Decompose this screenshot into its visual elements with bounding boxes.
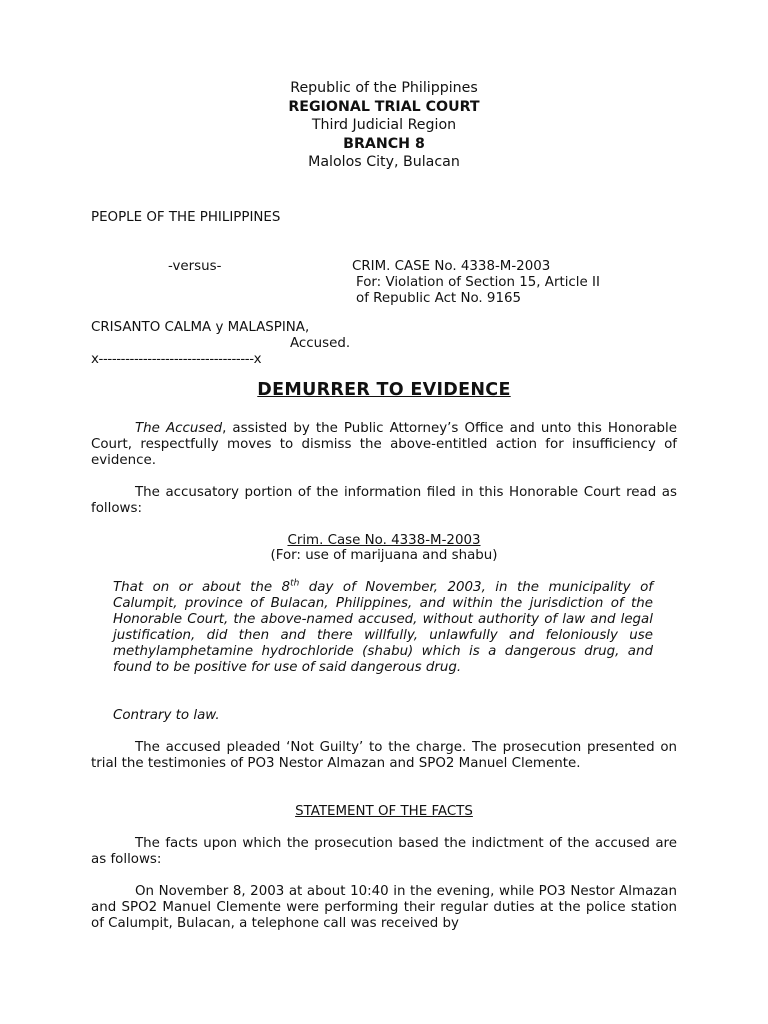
- case-charge-line2: of Republic Act No. 9165: [356, 291, 522, 306]
- header-location: Malolos City, Bulacan: [308, 154, 460, 170]
- paragraph-motion: [91, 421, 677, 469]
- quote-text-rest: day of November, 2003, in the municipality of Calumpit, province of Bulacan, Philippines, and within the jurisdiction of the Honorable Court, the above-named accused, without authority of law and legal justification, did then and there willfully, unlawfully and feloniously use methylamphetamine hydrochloride (shabu) which is a dangerous drug, and found to be positive for use of said dangerous drug.: [113, 580, 654, 675]
- court-header: [0, 79, 768, 172]
- paragraph-motion-text: , assisted by the Public Attorney’s Office and unto this Honorable Court, respectfully moves to dismiss the above-entitled action for insufficiency of evidence.: [91, 421, 677, 468]
- information-heading: Crim. Case No. 4338-M-2003: [287, 533, 481, 548]
- header-republic: Republic of the Philippines: [290, 80, 478, 96]
- section-heading-facts: STATEMENT OF THE FACTS: [295, 804, 473, 819]
- contrary-to-law: Contrary to law.: [113, 708, 220, 723]
- accused-label: Accused.: [290, 336, 351, 351]
- paragraph-accusatory: The accusatory portion of the information filed in this Honorable Court read as follows:: [91, 485, 677, 516]
- plaintiff-name: PEOPLE OF THE PHILIPPINES: [91, 210, 281, 225]
- header-branch: BRANCH 8: [343, 135, 425, 152]
- caption-separator: x-----------------------------------x: [91, 352, 262, 367]
- document-title: DEMURRER TO EVIDENCE: [257, 380, 511, 400]
- header-court: REGIONAL TRIAL COURT: [288, 98, 480, 115]
- case-charge-line1: For: Violation of Section 15, Article II: [356, 275, 600, 290]
- paragraph-facts: On November 8, 2003 at about 10:40 in the evening, while PO3 Nestor Almazan and SPO2 Manuel Clemente were performing their regular duties at the police station of Calumpit, Bulacan, a telephone call was received by: [91, 884, 677, 931]
- paragraph-motion-lead: The Accused: [135, 421, 223, 436]
- quote-text-start: That on or about the 8: [113, 580, 291, 595]
- information-quote: [113, 580, 653, 676]
- quote-ordinal: th: [290, 578, 300, 589]
- accused-name: CRISANTO CALMA y MALASPINA,: [91, 320, 310, 335]
- header-region: Third Judicial Region: [311, 117, 457, 133]
- information-subheading: (For: use of marijuana and shabu): [270, 548, 498, 563]
- paragraph-plea: The accused pleaded ‘Not Guilty’ to the charge. The prosecution presented on trial the testimonies of PO3 Nestor Almazan and SPO2 Manuel Clemente.: [91, 740, 677, 771]
- versus-label: -versus-: [168, 259, 222, 274]
- paragraph-facts-intro: The facts upon which the prosecution based the indictment of the accused are as follows:: [91, 836, 677, 867]
- case-number: CRIM. CASE No. 4338-M-2003: [352, 259, 551, 274]
